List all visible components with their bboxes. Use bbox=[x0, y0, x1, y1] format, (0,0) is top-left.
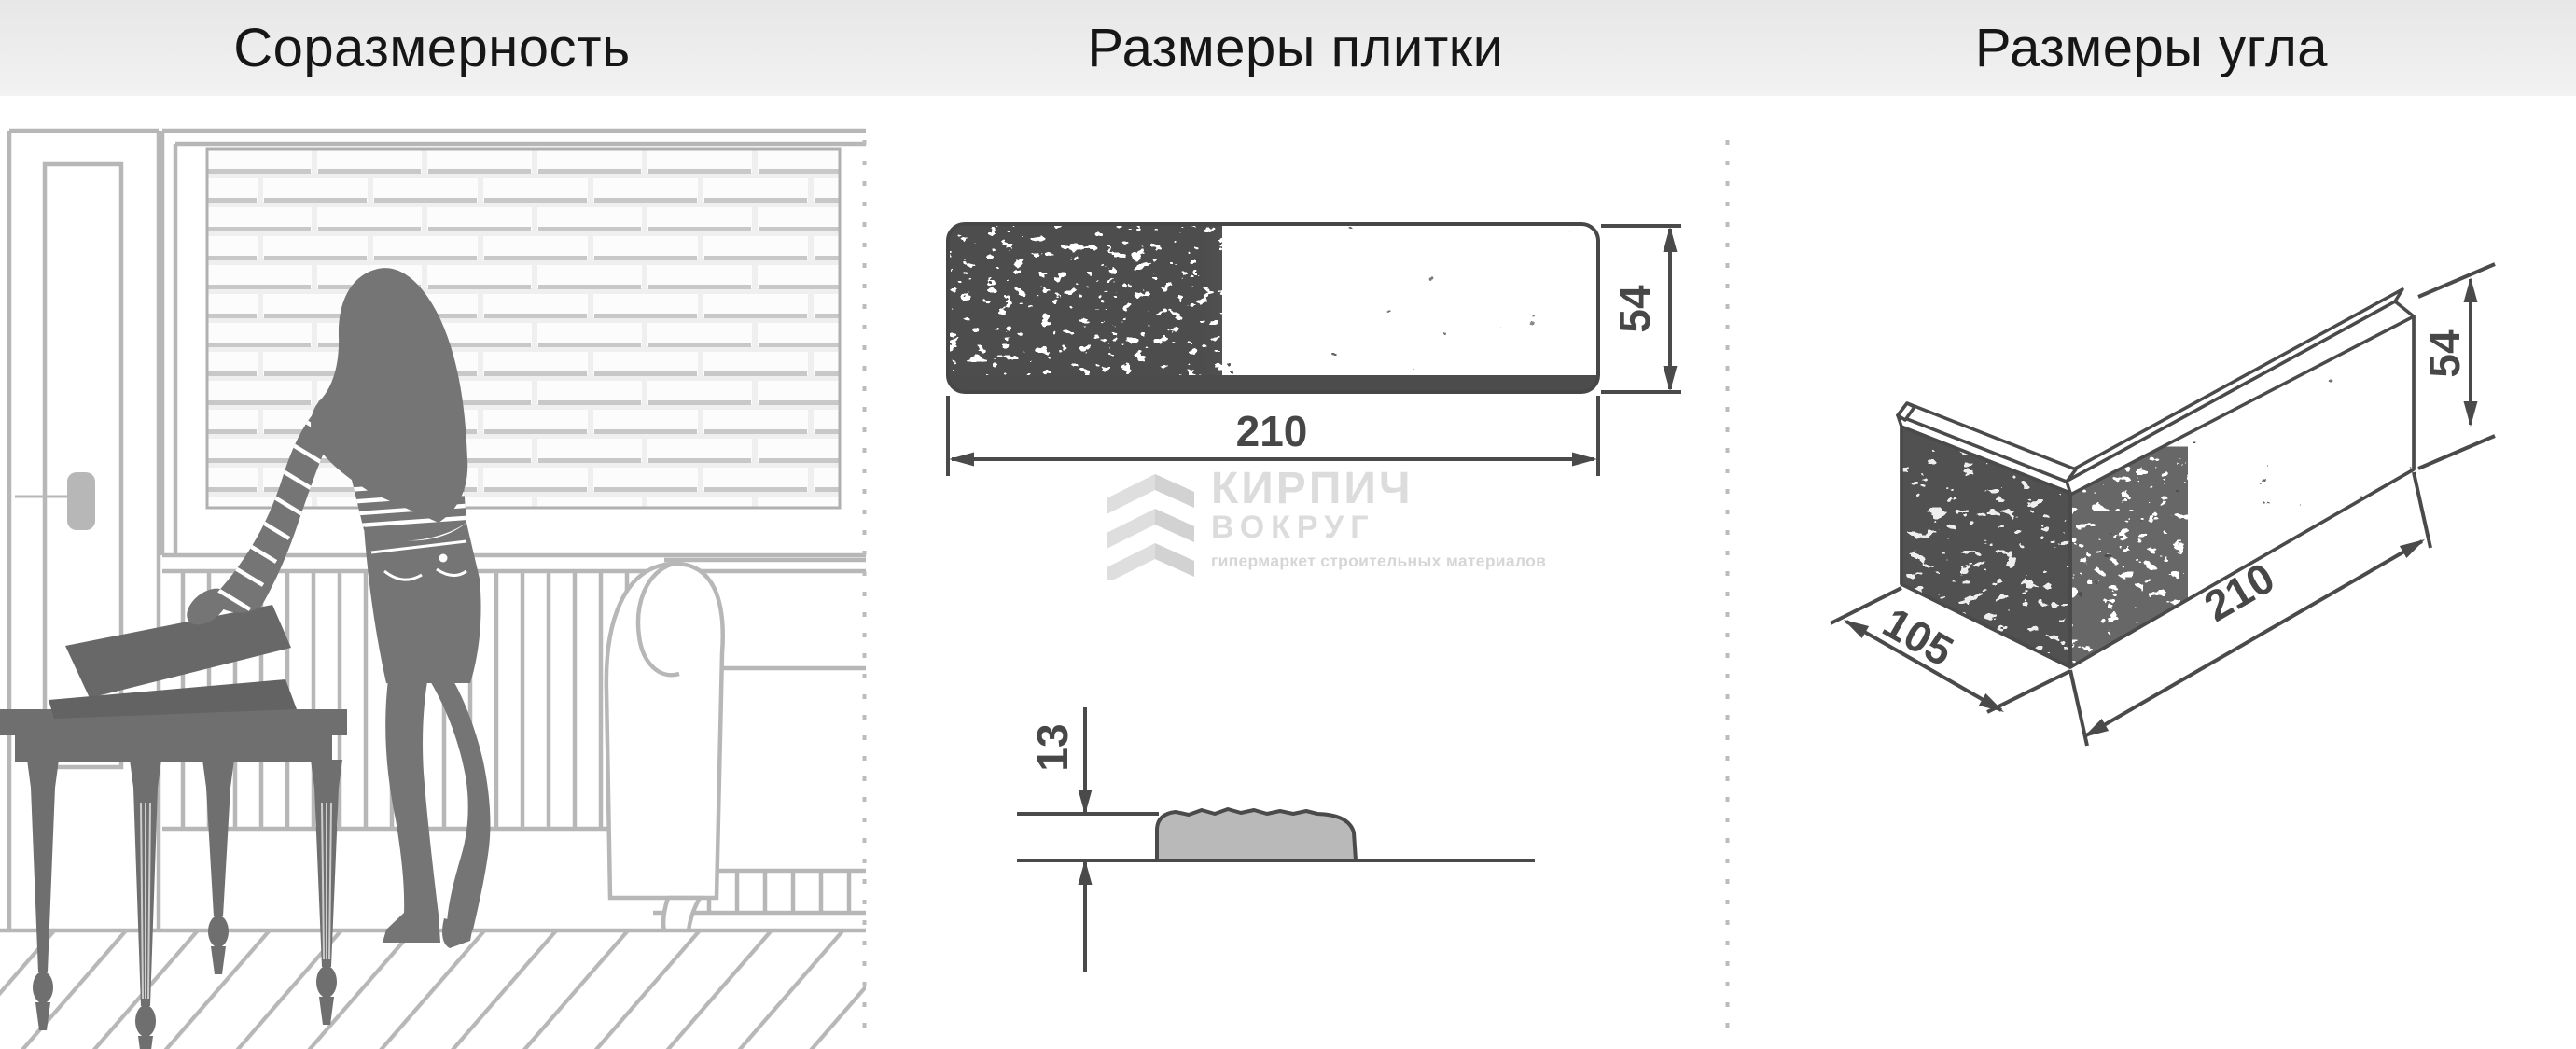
door-handle bbox=[67, 472, 95, 530]
watermark-brand-bottom: ВОКРУГ bbox=[1211, 510, 1375, 545]
tile-thickness-label: 13 bbox=[1028, 723, 1077, 772]
floor-planks bbox=[0, 930, 866, 1049]
panel-title-tile-sizes: Размеры плитки bbox=[1087, 18, 1504, 78]
tile-bottom-shadow bbox=[948, 375, 1598, 392]
tile-length-label: 210 bbox=[1235, 407, 1308, 455]
brick-ribbon-icon bbox=[1107, 467, 1196, 580]
corner-depth-label: 105 bbox=[1874, 597, 1962, 676]
corner-figure bbox=[1898, 289, 2416, 672]
watermark-brand-top: КИРПИЧ bbox=[1211, 464, 1413, 513]
watermark-logo bbox=[1107, 464, 1547, 580]
panel-title-proportion: Соразмерность bbox=[233, 18, 631, 78]
corner-length-label: 210 bbox=[2195, 552, 2283, 631]
panel-title-corner-sizes: Размеры угла bbox=[1974, 18, 2329, 78]
corner-height-label: 54 bbox=[2420, 329, 2469, 378]
tile-figure bbox=[948, 224, 1598, 392]
tile-height-label: 54 bbox=[1610, 285, 1659, 333]
sofa-outline bbox=[606, 560, 866, 954]
corner-height-dimension bbox=[2418, 264, 2495, 469]
tile-profile bbox=[1157, 809, 1356, 860]
tile-height-dimension bbox=[1601, 226, 1681, 392]
watermark-tagline: гипермаркет строительных материалов bbox=[1211, 551, 1547, 570]
